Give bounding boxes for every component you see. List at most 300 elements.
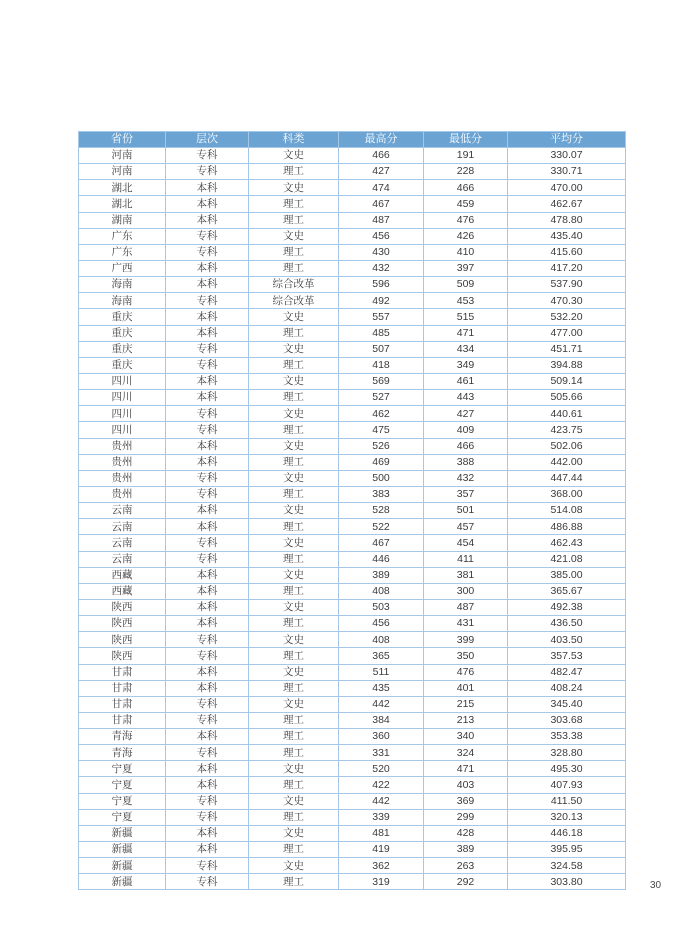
cell-min-score: 457 [424, 519, 508, 535]
cell-max-score: 408 [339, 632, 424, 648]
cell-min-score: 388 [424, 454, 508, 470]
cell-max-score: 507 [339, 341, 424, 357]
cell-level: 本科 [166, 664, 249, 680]
cell-province: 重庆 [79, 309, 166, 325]
table-row [79, 357, 626, 373]
cell-province: 云南 [79, 535, 166, 551]
cell-province: 宁夏 [79, 793, 166, 809]
cell-category: 理工 [249, 842, 339, 858]
cell-level: 本科 [166, 616, 249, 632]
cell-province: 宁夏 [79, 761, 166, 777]
cell-min-score: 300 [424, 583, 508, 599]
cell-max-score: 418 [339, 357, 424, 373]
table-row [79, 761, 626, 777]
cell-category: 理工 [249, 390, 339, 406]
cell-max-score: 430 [339, 244, 424, 260]
cell-avg-score: 451.71 [508, 341, 626, 357]
cell-min-score: 191 [424, 148, 508, 164]
cell-category: 理工 [249, 212, 339, 228]
cell-max-score: 511 [339, 664, 424, 680]
cell-level: 本科 [166, 373, 249, 389]
table-body [79, 148, 626, 890]
cell-level: 本科 [166, 325, 249, 341]
table-row [79, 470, 626, 486]
table-row [79, 858, 626, 874]
cell-avg-score: 462.67 [508, 196, 626, 212]
cell-category: 文史 [249, 148, 339, 164]
table-row [79, 196, 626, 212]
cell-level: 专科 [166, 809, 249, 825]
cell-min-score: 454 [424, 535, 508, 551]
cell-avg-score: 411.50 [508, 793, 626, 809]
cell-avg-score: 492.38 [508, 599, 626, 615]
cell-province: 青海 [79, 745, 166, 761]
cell-avg-score: 478.80 [508, 212, 626, 228]
cell-max-score: 467 [339, 196, 424, 212]
cell-province: 陕西 [79, 648, 166, 664]
cell-avg-score: 407.93 [508, 777, 626, 793]
cell-level: 本科 [166, 761, 249, 777]
cell-avg-score: 417.20 [508, 260, 626, 276]
cell-province: 四川 [79, 373, 166, 389]
cell-level: 专科 [166, 793, 249, 809]
cell-min-score: 397 [424, 260, 508, 276]
cell-avg-score: 477.00 [508, 325, 626, 341]
cell-avg-score: 421.08 [508, 551, 626, 567]
cell-province: 广西 [79, 260, 166, 276]
cell-category: 理工 [249, 196, 339, 212]
table-row [79, 164, 626, 180]
cell-avg-score: 482.47 [508, 664, 626, 680]
cell-avg-score: 365.67 [508, 583, 626, 599]
cell-province: 西藏 [79, 583, 166, 599]
table-row [79, 777, 626, 793]
table-row [79, 842, 626, 858]
cell-max-score: 331 [339, 745, 424, 761]
cell-level: 专科 [166, 858, 249, 874]
cell-category: 文史 [249, 180, 339, 196]
cell-min-score: 263 [424, 858, 508, 874]
cell-min-score: 443 [424, 390, 508, 406]
cell-level: 本科 [166, 599, 249, 615]
cell-category: 综合改革 [249, 293, 339, 309]
cell-min-score: 453 [424, 293, 508, 309]
cell-avg-score: 532.20 [508, 309, 626, 325]
cell-min-score: 466 [424, 438, 508, 454]
cell-max-score: 462 [339, 406, 424, 422]
table-row [79, 438, 626, 454]
cell-level: 本科 [166, 438, 249, 454]
cell-level: 专科 [166, 745, 249, 761]
cell-province: 新疆 [79, 842, 166, 858]
cell-level: 本科 [166, 503, 249, 519]
cell-max-score: 419 [339, 842, 424, 858]
cell-province: 甘肃 [79, 664, 166, 680]
cell-level: 本科 [166, 567, 249, 583]
cell-level: 本科 [166, 519, 249, 535]
cell-province: 湖北 [79, 196, 166, 212]
cell-max-score: 503 [339, 599, 424, 615]
cell-level: 本科 [166, 180, 249, 196]
cell-category: 文史 [249, 793, 339, 809]
cell-avg-score: 408.24 [508, 680, 626, 696]
cell-province: 湖北 [79, 180, 166, 196]
cell-category: 理工 [249, 648, 339, 664]
column-header-level: 层次 [166, 132, 249, 148]
cell-category: 文史 [249, 373, 339, 389]
cell-avg-score: 328.80 [508, 745, 626, 761]
cell-category: 理工 [249, 486, 339, 502]
cell-avg-score: 320.13 [508, 809, 626, 825]
cell-province: 新疆 [79, 825, 166, 841]
cell-province: 重庆 [79, 357, 166, 373]
cell-max-score: 520 [339, 761, 424, 777]
cell-min-score: 461 [424, 373, 508, 389]
cell-max-score: 360 [339, 729, 424, 745]
table-row [79, 729, 626, 745]
cell-max-score: 596 [339, 277, 424, 293]
cell-level: 专科 [166, 470, 249, 486]
cell-level: 专科 [166, 228, 249, 244]
cell-category: 理工 [249, 260, 339, 276]
table-row [79, 180, 626, 196]
cell-max-score: 487 [339, 212, 424, 228]
table-row [79, 793, 626, 809]
cell-province: 河南 [79, 148, 166, 164]
table-row [79, 680, 626, 696]
cell-category: 理工 [249, 777, 339, 793]
cell-min-score: 349 [424, 357, 508, 373]
cell-category: 文史 [249, 341, 339, 357]
cell-min-score: 476 [424, 664, 508, 680]
table-row [79, 260, 626, 276]
cell-category: 理工 [249, 616, 339, 632]
cell-avg-score: 446.18 [508, 825, 626, 841]
cell-avg-score: 470.00 [508, 180, 626, 196]
cell-avg-score: 514.08 [508, 503, 626, 519]
cell-max-score: 569 [339, 373, 424, 389]
cell-min-score: 381 [424, 567, 508, 583]
cell-category: 理工 [249, 583, 339, 599]
table-row [79, 277, 626, 293]
cell-avg-score: 435.40 [508, 228, 626, 244]
cell-category: 文史 [249, 503, 339, 519]
cell-max-score: 469 [339, 454, 424, 470]
cell-province: 陕西 [79, 599, 166, 615]
cell-level: 本科 [166, 454, 249, 470]
table-row [79, 825, 626, 841]
table-row [79, 583, 626, 599]
table-row [79, 632, 626, 648]
cell-max-score: 442 [339, 793, 424, 809]
cell-level: 专科 [166, 535, 249, 551]
cell-max-score: 362 [339, 858, 424, 874]
table-row [79, 664, 626, 680]
cell-avg-score: 357.53 [508, 648, 626, 664]
cell-max-score: 408 [339, 583, 424, 599]
cell-level: 专科 [166, 486, 249, 502]
cell-level: 专科 [166, 244, 249, 260]
table-row [79, 551, 626, 567]
cell-province: 广东 [79, 244, 166, 260]
cell-level: 专科 [166, 422, 249, 438]
cell-level: 本科 [166, 729, 249, 745]
table-row [79, 519, 626, 535]
cell-max-score: 442 [339, 696, 424, 712]
cell-category: 理工 [249, 454, 339, 470]
cell-min-score: 471 [424, 761, 508, 777]
cell-category: 文史 [249, 567, 339, 583]
table-row [79, 874, 626, 890]
cell-category: 文史 [249, 228, 339, 244]
cell-min-score: 515 [424, 309, 508, 325]
cell-avg-score: 470.30 [508, 293, 626, 309]
cell-category: 文史 [249, 309, 339, 325]
table-row [79, 373, 626, 389]
cell-avg-score: 509.14 [508, 373, 626, 389]
cell-level: 专科 [166, 164, 249, 180]
cell-max-score: 475 [339, 422, 424, 438]
cell-max-score: 557 [339, 309, 424, 325]
cell-province: 四川 [79, 422, 166, 438]
cell-max-score: 384 [339, 712, 424, 728]
cell-level: 本科 [166, 277, 249, 293]
cell-min-score: 466 [424, 180, 508, 196]
cell-province: 海南 [79, 277, 166, 293]
cell-min-score: 228 [424, 164, 508, 180]
column-header-max-score: 最高分 [339, 132, 424, 148]
cell-min-score: 410 [424, 244, 508, 260]
cell-min-score: 369 [424, 793, 508, 809]
cell-min-score: 459 [424, 196, 508, 212]
table-row [79, 325, 626, 341]
table-row [79, 648, 626, 664]
cell-province: 甘肃 [79, 712, 166, 728]
cell-max-score: 456 [339, 616, 424, 632]
cell-level: 本科 [166, 583, 249, 599]
cell-avg-score: 324.58 [508, 858, 626, 874]
cell-category: 文史 [249, 858, 339, 874]
cell-category: 理工 [249, 325, 339, 341]
cell-avg-score: 495.30 [508, 761, 626, 777]
cell-min-score: 471 [424, 325, 508, 341]
cell-province: 贵州 [79, 470, 166, 486]
cell-min-score: 427 [424, 406, 508, 422]
table-row [79, 406, 626, 422]
cell-category: 理工 [249, 712, 339, 728]
admission-scores-table [78, 131, 626, 890]
cell-avg-score: 440.61 [508, 406, 626, 422]
cell-level: 专科 [166, 712, 249, 728]
cell-max-score: 467 [339, 535, 424, 551]
cell-level: 本科 [166, 196, 249, 212]
cell-province: 甘肃 [79, 680, 166, 696]
cell-level: 本科 [166, 825, 249, 841]
cell-level: 本科 [166, 212, 249, 228]
cell-max-score: 526 [339, 438, 424, 454]
table-row [79, 293, 626, 309]
cell-avg-score: 394.88 [508, 357, 626, 373]
cell-level: 专科 [166, 357, 249, 373]
cell-min-score: 340 [424, 729, 508, 745]
cell-max-score: 339 [339, 809, 424, 825]
table-row [79, 309, 626, 325]
cell-avg-score: 303.68 [508, 712, 626, 728]
cell-max-score: 456 [339, 228, 424, 244]
cell-level: 本科 [166, 842, 249, 858]
cell-province: 宁夏 [79, 809, 166, 825]
cell-max-score: 383 [339, 486, 424, 502]
cell-min-score: 403 [424, 777, 508, 793]
cell-category: 文史 [249, 470, 339, 486]
cell-level: 专科 [166, 648, 249, 664]
cell-province: 贵州 [79, 486, 166, 502]
cell-category: 理工 [249, 357, 339, 373]
cell-category: 文史 [249, 535, 339, 551]
cell-level: 专科 [166, 632, 249, 648]
table-row [79, 567, 626, 583]
cell-max-score: 446 [339, 551, 424, 567]
cell-max-score: 389 [339, 567, 424, 583]
cell-level: 本科 [166, 390, 249, 406]
cell-avg-score: 442.00 [508, 454, 626, 470]
cell-level: 专科 [166, 293, 249, 309]
cell-max-score: 527 [339, 390, 424, 406]
cell-max-score: 485 [339, 325, 424, 341]
cell-category: 理工 [249, 729, 339, 745]
cell-min-score: 401 [424, 680, 508, 696]
cell-level: 专科 [166, 551, 249, 567]
cell-province: 新疆 [79, 858, 166, 874]
cell-category: 理工 [249, 422, 339, 438]
cell-max-score: 432 [339, 260, 424, 276]
cell-category: 理工 [249, 519, 339, 535]
cell-level: 专科 [166, 148, 249, 164]
cell-min-score: 292 [424, 874, 508, 890]
cell-max-score: 422 [339, 777, 424, 793]
cell-min-score: 299 [424, 809, 508, 825]
cell-province: 云南 [79, 519, 166, 535]
cell-province: 云南 [79, 503, 166, 519]
cell-province: 重庆 [79, 325, 166, 341]
cell-min-score: 426 [424, 228, 508, 244]
table-row [79, 244, 626, 260]
cell-avg-score: 403.50 [508, 632, 626, 648]
cell-province: 甘肃 [79, 696, 166, 712]
table-row [79, 809, 626, 825]
cell-max-score: 492 [339, 293, 424, 309]
table-row [79, 486, 626, 502]
table-row [79, 148, 626, 164]
cell-max-score: 500 [339, 470, 424, 486]
table-row [79, 503, 626, 519]
cell-max-score: 435 [339, 680, 424, 696]
cell-province: 广东 [79, 228, 166, 244]
cell-category: 文史 [249, 696, 339, 712]
cell-category: 文史 [249, 761, 339, 777]
table-row [79, 454, 626, 470]
cell-max-score: 319 [339, 874, 424, 890]
cell-province: 贵州 [79, 454, 166, 470]
table-row [79, 745, 626, 761]
cell-avg-score: 345.40 [508, 696, 626, 712]
cell-province: 四川 [79, 406, 166, 422]
cell-min-score: 409 [424, 422, 508, 438]
cell-avg-score: 537.90 [508, 277, 626, 293]
cell-min-score: 428 [424, 825, 508, 841]
table-header [79, 132, 626, 148]
cell-max-score: 427 [339, 164, 424, 180]
cell-province: 海南 [79, 293, 166, 309]
cell-avg-score: 462.43 [508, 535, 626, 551]
cell-avg-score: 447.44 [508, 470, 626, 486]
cell-max-score: 365 [339, 648, 424, 664]
cell-avg-score: 368.00 [508, 486, 626, 502]
cell-level: 专科 [166, 341, 249, 357]
cell-avg-score: 303.80 [508, 874, 626, 890]
cell-category: 文史 [249, 664, 339, 680]
cell-category: 理工 [249, 164, 339, 180]
column-header-avg-score: 平均分 [508, 132, 626, 148]
cell-avg-score: 330.07 [508, 148, 626, 164]
cell-min-score: 509 [424, 277, 508, 293]
cell-min-score: 324 [424, 745, 508, 761]
cell-min-score: 476 [424, 212, 508, 228]
table-row [79, 390, 626, 406]
cell-max-score: 528 [339, 503, 424, 519]
cell-province: 宁夏 [79, 777, 166, 793]
cell-min-score: 213 [424, 712, 508, 728]
cell-max-score: 466 [339, 148, 424, 164]
table-row [79, 712, 626, 728]
cell-max-score: 522 [339, 519, 424, 535]
table-row [79, 228, 626, 244]
cell-min-score: 434 [424, 341, 508, 357]
cell-avg-score: 353.38 [508, 729, 626, 745]
cell-min-score: 399 [424, 632, 508, 648]
cell-category: 文史 [249, 406, 339, 422]
cell-min-score: 431 [424, 616, 508, 632]
cell-min-score: 389 [424, 842, 508, 858]
cell-province: 西藏 [79, 567, 166, 583]
cell-level: 本科 [166, 260, 249, 276]
table-row [79, 422, 626, 438]
cell-avg-score: 415.60 [508, 244, 626, 260]
table-row [79, 599, 626, 615]
cell-level: 专科 [166, 406, 249, 422]
column-header-category: 科类 [249, 132, 339, 148]
cell-min-score: 215 [424, 696, 508, 712]
cell-max-score: 481 [339, 825, 424, 841]
cell-category: 理工 [249, 874, 339, 890]
cell-min-score: 350 [424, 648, 508, 664]
cell-level: 本科 [166, 680, 249, 696]
cell-category: 文史 [249, 599, 339, 615]
cell-category: 综合改革 [249, 277, 339, 293]
table-row [79, 341, 626, 357]
cell-avg-score: 436.50 [508, 616, 626, 632]
cell-province: 青海 [79, 729, 166, 745]
cell-avg-score: 330.71 [508, 164, 626, 180]
cell-avg-score: 505.66 [508, 390, 626, 406]
cell-avg-score: 486.88 [508, 519, 626, 535]
cell-province: 四川 [79, 390, 166, 406]
cell-province: 湖南 [79, 212, 166, 228]
cell-min-score: 501 [424, 503, 508, 519]
cell-avg-score: 385.00 [508, 567, 626, 583]
page-number: 30 [650, 880, 662, 891]
table-row [79, 696, 626, 712]
